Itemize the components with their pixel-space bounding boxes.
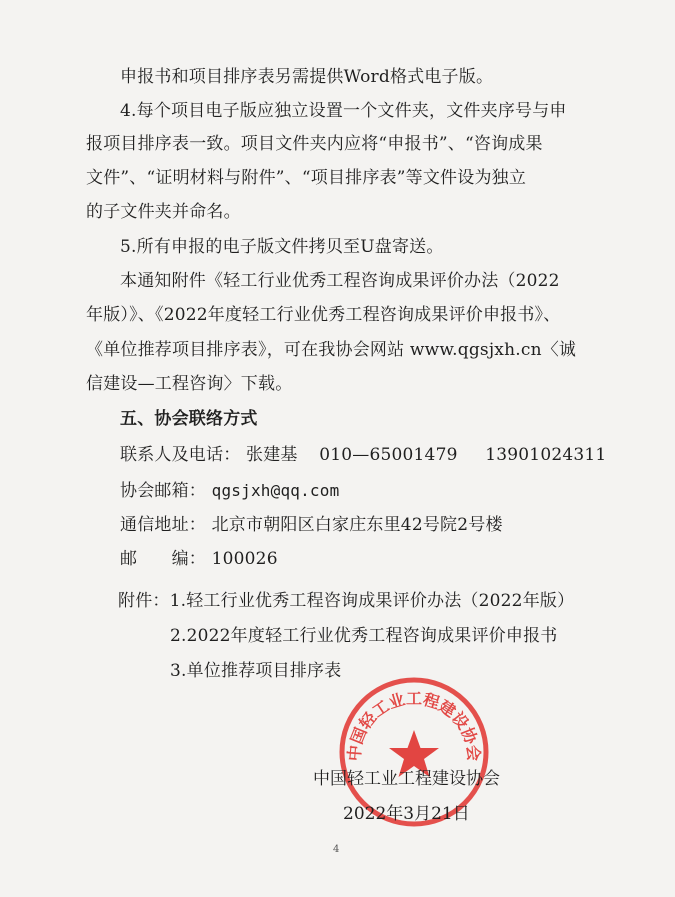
seal-text: 中国轻工业工程建设协会 — [344, 689, 484, 762]
contact-phone-1: 010—65001479 — [319, 445, 458, 465]
page-number: 4 — [333, 844, 340, 855]
contact-postcode-row — [120, 548, 278, 570]
attachment-item-3: 3.单位推荐项目排序表 — [170, 661, 342, 681]
contact-phone-2: 13901024311 — [485, 445, 607, 465]
attachment-item-1: 1.轻工行业优秀工程咨询成果评价办法（2022年版） — [169, 591, 575, 611]
contact-email-row — [120, 480, 339, 502]
contact-person-name: 张建基 — [246, 445, 298, 465]
contact-email-label: 协会邮箱： — [120, 481, 206, 501]
contact-person-row — [120, 444, 606, 466]
body-line-3: 报项目排序表一致。项目文件夹内应将“申报书”、“咨询成果 — [86, 134, 543, 154]
body-line-8: 年版）》、《2022年度轻工行业优秀工程咨询成果评价申报书》、 — [86, 305, 561, 325]
body-line-4: 文件”、“证明材料与附件”、“项目排序表”等文件设为独立 — [86, 168, 527, 188]
body-line-6: 5.所有申报的电子版文件拷贝至U盘寄送。 — [120, 237, 444, 257]
section-heading: 五、协会联络方式 — [120, 409, 258, 429]
contact-address: 北京市朝阳区白家庄东里42号院2号楼 — [211, 515, 503, 535]
body-line-1: 申报书和项目排序表另需提供Word格式电子版。 — [120, 67, 494, 87]
body-line-10: 信建设—工程咨询〉下载。 — [86, 374, 293, 394]
signature-date: 2022年3月21日 — [343, 804, 470, 824]
attachment-item-2: 2.2022年度轻工行业优秀工程咨询成果评价申报书 — [170, 626, 558, 646]
contact-address-label: 通信地址： — [120, 515, 206, 535]
attachment-prefix: 附件： — [118, 591, 170, 611]
body-line-9: 《单位推荐项目排序表》，可在我协会网站 www.qgsjxh.cn〈诚 — [86, 340, 577, 360]
contact-email: qgsjxh@qq.com — [211, 481, 340, 500]
contact-person-label: 联系人及电话： — [120, 445, 241, 465]
signature-org: 中国轻工业工程建设协会 — [313, 769, 500, 789]
contact-address-row — [120, 514, 503, 536]
body-line-5: 的子文件夹并命名。 — [86, 202, 241, 222]
body-line-7: 本通知附件《轻工行业优秀工程咨询成果评价办法（2022 — [120, 271, 560, 291]
contact-postcode: 100026 — [211, 549, 278, 569]
contact-postcode-label: 邮 编： — [120, 549, 206, 569]
body-line-2: 4.每个项目电子版应独立设置一个文件夹，文件夹序号与申 — [120, 101, 567, 121]
attachment-row-1 — [118, 590, 574, 612]
